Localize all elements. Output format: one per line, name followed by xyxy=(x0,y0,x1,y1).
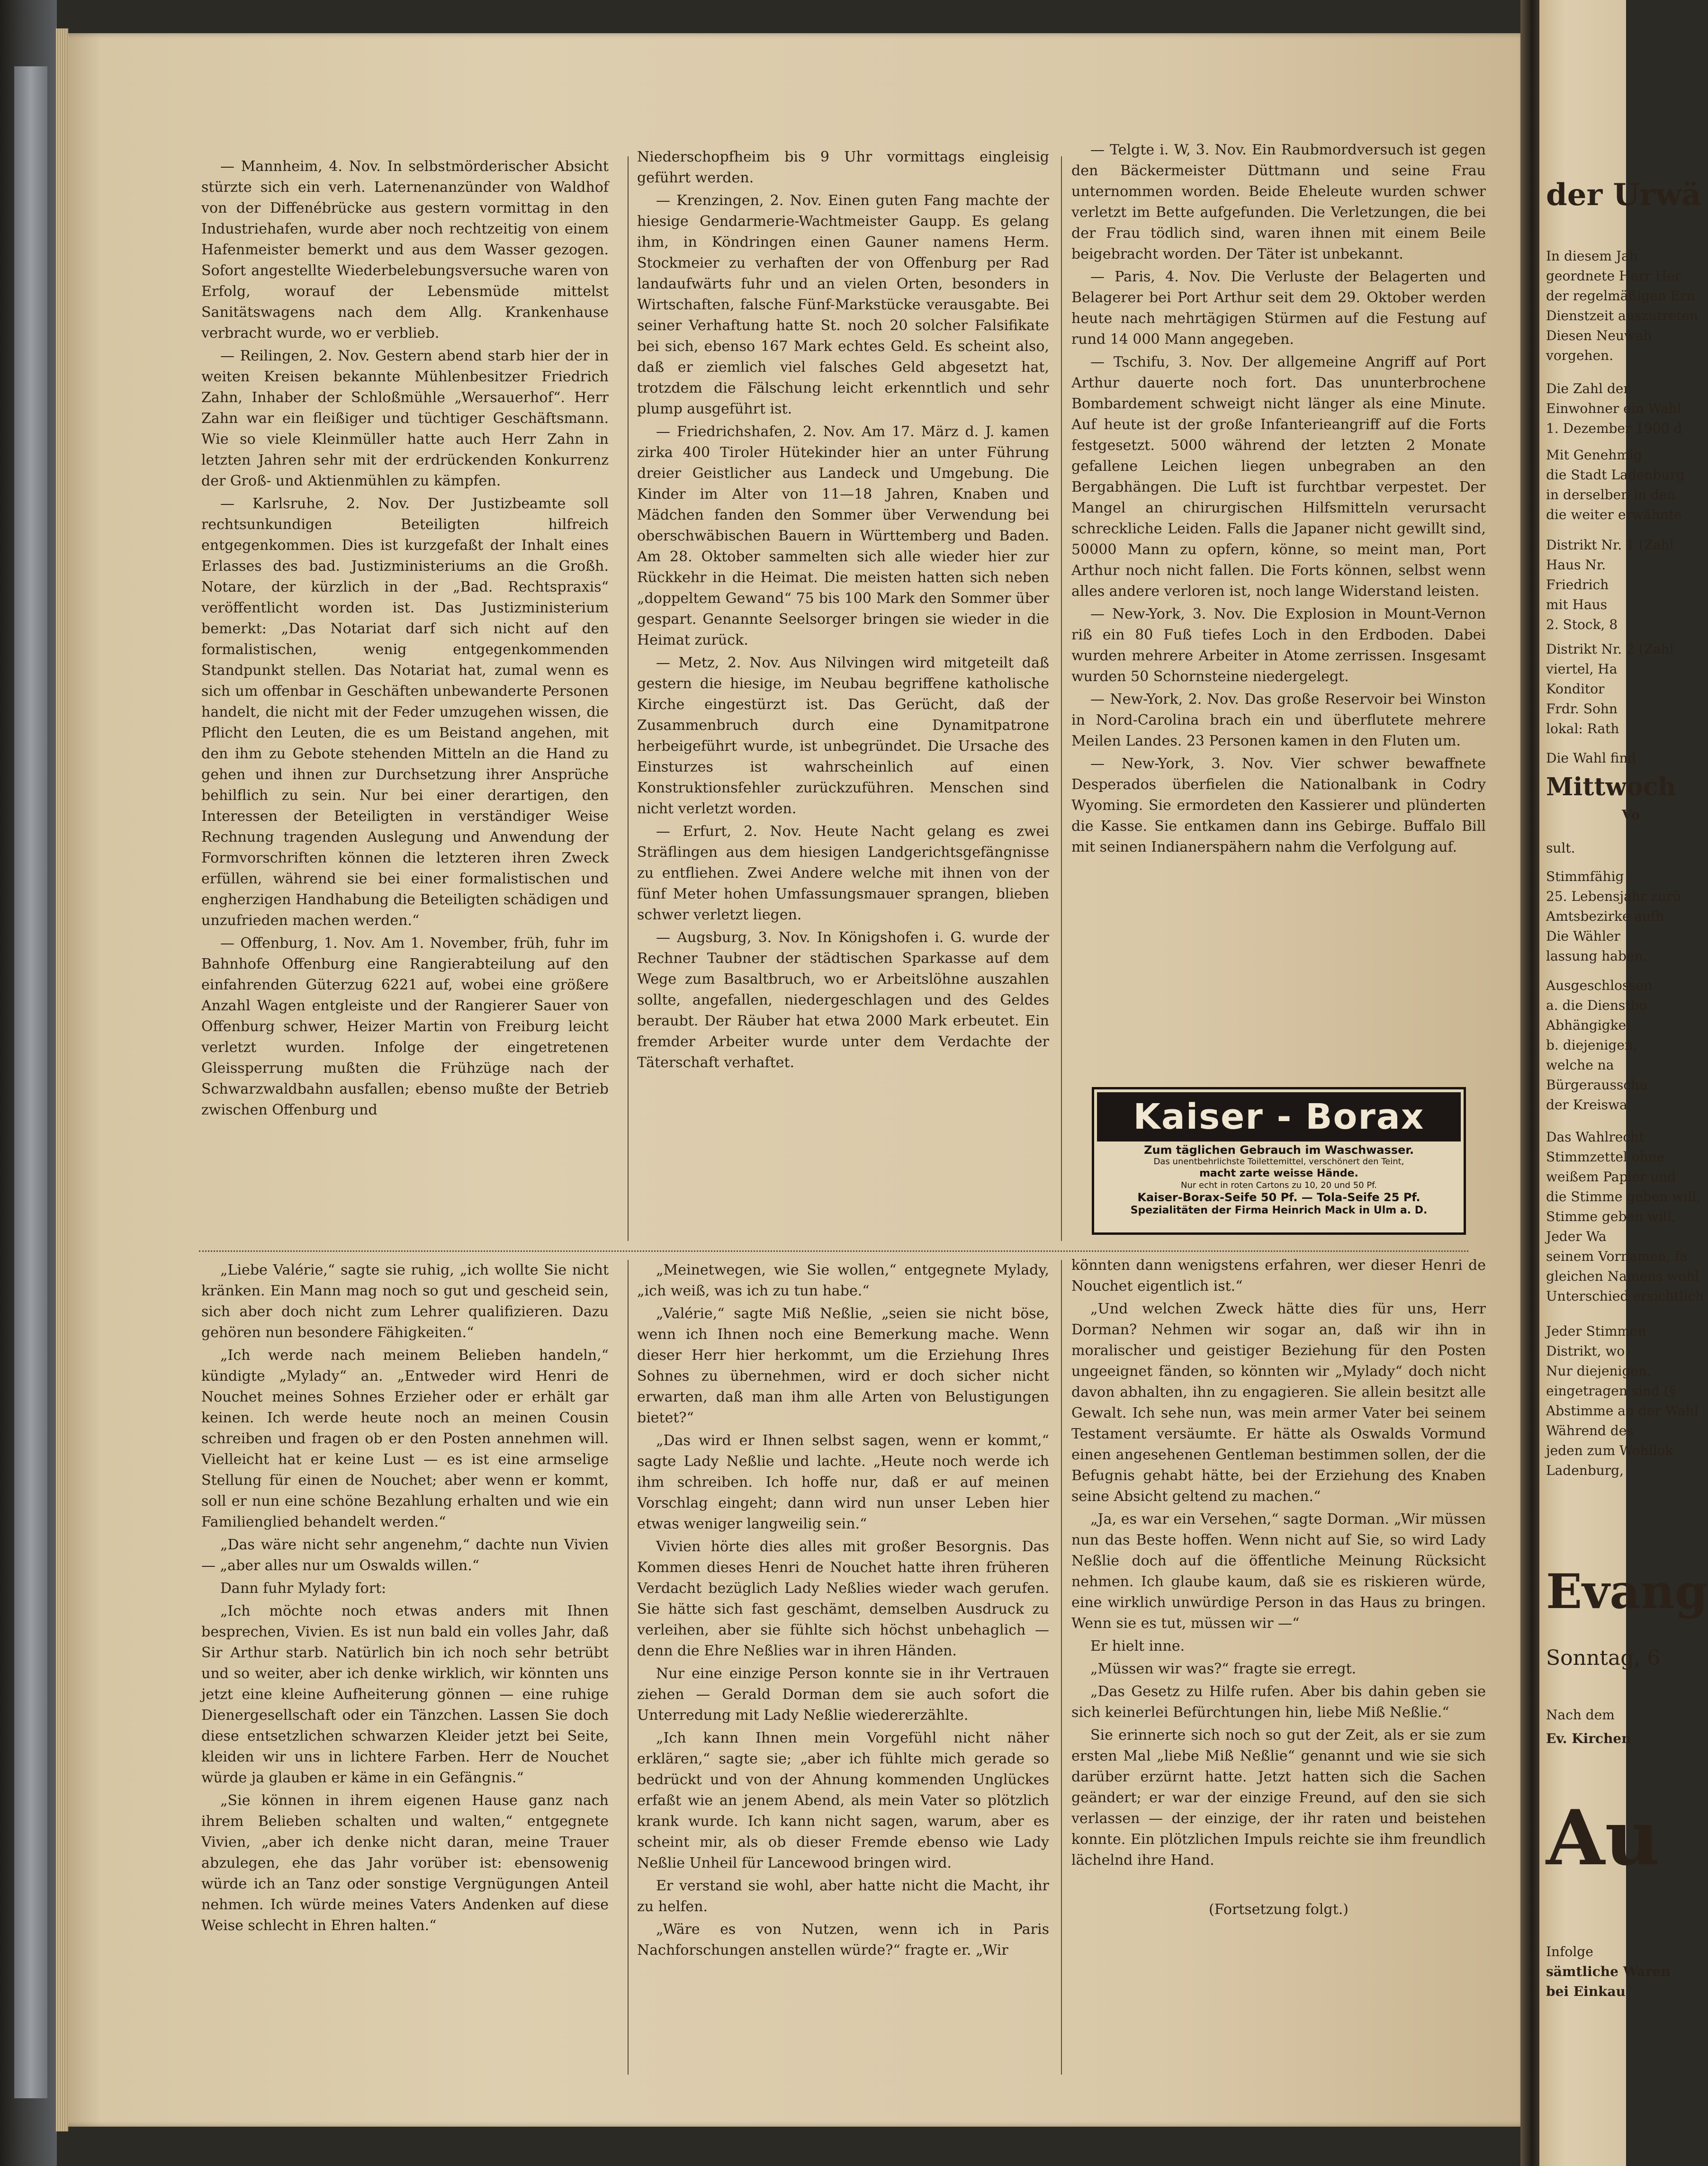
fragment-line: Die Wähler xyxy=(1546,928,1620,944)
story-paragraph: „Ich werde nach meinem Belieben handeln,“ kündigte „Mylady“ an. „Entweder wird Henri de Nouchet meines Sohnes Erzieher oder er erhält gar keinen. Ich werde heute noch an meinen Cousin schreiben und fragen ob er den Posten annehmen will. Vielleicht hat er keine Lust — es ist eine armselige Stellung für einen de Nouchet; aber wenn er kommt, soll er nun eine schöne Bezahlung erhalten und wie ein Familienglied behandelt werden.“ xyxy=(201,1347,609,1530)
fragment-line: Distrikt Nr. 2 (Zahl xyxy=(1546,641,1674,657)
fragment-line: jeden zum Wohllok xyxy=(1546,1443,1673,1458)
fragment-line: bei Einkau xyxy=(1546,1984,1626,1999)
fragment-line: Frdr. Sohn xyxy=(1546,701,1618,717)
fragment-line: sult. xyxy=(1546,840,1575,856)
story-paragraph: Vivien hörte dies alles mit großer Besorgnis. Das Kommen dieses Henri de Nouchet hatte ihren früheren Verdacht bezüglich Lady Neßlies wieder wach gerufen. Sie hätte sich fast geschämt, demselben Ausdruck zu verleihen, aber sie fühlte sich höchst unbehaglich — denn die Ehre Neßlies war in ihren Händen. xyxy=(637,1538,1049,1659)
news-item: — Friedrichshafen, 2. Nov. Am 17. März d. J. kamen zirka 400 Tiroler Hütekinder hier an unter Führung dreier Geistlicher aus Landeck und Umgebung. Die Kinder im Alter von 11—18 Jahren, Knaben und Mädchen fanden den Sommer über Verwendung bei oberschwäbischen Bauern in Württemberg und Baden. Am 28. Oktober sammelten sich alle wieder hier zur Rückkehr in die Heimat. Die meisten hatten sich neben „doppeltem Gewand“ 75 bis 100 Mark den Sommer über gespart. Genannte Seelsorger bringen sie wieder in die Heimat zurück. xyxy=(637,423,1049,648)
page-edge-stack xyxy=(56,28,68,2131)
fragment-line: Jeder Stimmen xyxy=(1546,1323,1646,1339)
news-item: — New-York, 3. Nov. Vier schwer bewaffnete Desperados überfielen die Nationalbank in Codry Wyoming. Sie ermordeten den Kassierer und plünderten die Kasse. Sie entkamen dann ins Gebirge. Buffalo Bill mit seinen Indianerspähern nahm die Verfolgung auf. xyxy=(1071,755,1486,855)
story-paragraph: „Ich möchte noch etwas anders mit Ihnen besprechen, Vivien. Es ist nun bald ein volles Jahr, daß Sir Arthur starb. Natürlich bin ich noch sehr betrübt und so weiter, aber ich denke wirklich, wir könnten uns jetzt eine kleine Aufheiterung gönnen — eine ruhige Dienergesellschaft oder ein Tänzchen. Lassen Sie doch diese entsetzlichen schwarzen Kleider jetzt bei Seite, kleiden wir uns in lichtere Farben. Herr de Nouchet würde ja glauben er käme in ein Gefängnis.“ xyxy=(201,1603,609,1786)
story-paragraph: „Das wäre nicht sehr angenehm,“ dachte nun Vivien — „aber alles nur um Oswalds willen.“ xyxy=(201,1537,609,1574)
binder-spine-strip xyxy=(14,66,47,2098)
news-item: — Offenburg, 1. Nov. Am 1. November, früh, fuhr im Bahnhofe Offenburg eine Rangierabteilung auf den einfahrenden Güterzug 6221 auf, wobei eine größere Anzahl Wagen entgleiste und der Rangierer Sauer von Offenburg schwer, Heizer Martin von Freiburg leicht verletzt wurden. Infolge der eingetretenen Gleissperrung mußten die Frühzüge nach der Schwarzwaldbahn ausfallen; ebenso mußte der Betrieb zwischen Offenburg und xyxy=(201,935,609,1118)
story-paragraph: Er hielt inne. xyxy=(1090,1638,1185,1654)
news-column-3 xyxy=(1071,140,1486,860)
fragment-line: Das Wahlrecht xyxy=(1546,1129,1645,1145)
fragment-line: Sonntag, 6 xyxy=(1546,1646,1661,1670)
fragment-line: Mit Genehmig xyxy=(1546,447,1642,463)
fragment-line: sämtliche Waren xyxy=(1546,1964,1671,1979)
fragment-line: a. die Dienstbo xyxy=(1546,998,1647,1013)
fragment-line: 2. Stock, 8 xyxy=(1546,617,1618,632)
column-rule-3 xyxy=(628,1260,629,2075)
fragment-line: mit Haus xyxy=(1546,597,1608,612)
fragment-line: Die Wahl find xyxy=(1546,750,1636,766)
fragment-line: Stimmfähig xyxy=(1546,869,1624,884)
fragment-line: in derselben in den xyxy=(1546,487,1676,503)
fragment-line: Die Zahl der xyxy=(1546,381,1630,396)
fragment-line: Während des xyxy=(1546,1423,1634,1438)
fragment-line: vorgehen. xyxy=(1546,348,1614,363)
news-item: — Erfurt, 2. Nov. Heute Nacht gelang es zwei Sträflingen aus dem hiesigen Landgerichtsgefängnisse zu entfliehen. Zwei Andere welche mit ihnen von der fünf Meter hohen Umfassungsmauer sprangen, blieben schwer verletzt liegen. xyxy=(637,823,1049,923)
story-paragraph: „Sie können in ihrem eigenen Hause ganz nach ihrem Belieben schalten und walten,“ entgegnete Vivien, „aber ich denke nicht daran, meine Trauer abzulegen, ehe das Jahr vorüber ist: ebensowenig würde ich an Tanz oder sonstige Vergnügungen Anteil nehmen. Ich würde meines Vaters Andenken auf diese Weise schlecht in Ehren halten.“ xyxy=(201,1792,609,1934)
ad-line: Nur echt in roten Cartons zu 10, 20 und 50 Pf. xyxy=(1181,1180,1377,1190)
fragment-line: der Kreiswa xyxy=(1546,1097,1627,1113)
fragment-line: welche na xyxy=(1546,1057,1614,1073)
story-paragraph: „Ich kann Ihnen mein Vorgefühl nicht näher erklären,“ sagte sie; „aber ich fühlte mich gerade so bedrückt und von der Ahnung kommenden Unglückes erfaßt wie an jenem Abend, als mein Vater so plötzlich krank wurde. Ich kann nicht sagen, warum, aber es scheint mir, als ob dieser Fremde ebenso wie Lady Neßlie Unheil für Lancewood bringen wird. xyxy=(637,1730,1049,1871)
fragment-headline: Mittwoch xyxy=(1546,773,1676,801)
news-item: — Metz, 2. Nov. Aus Nilvingen wird mitgeteilt daß gestern die hiesige, im Neubau begriffene katholische Kirche eingestürzt ist. Das Gerücht, daß der Zusammenbruch durch eine Dynamitpatrone herbeigeführt wurde, ist unbegründet. Die Ursache des Einsturzes ist wahrscheinlich auf einen Konstruktionsfehler zurückzuführen. Menschen sind nicht verletzt worden. xyxy=(637,655,1049,817)
column-rule-2 xyxy=(1061,156,1062,1241)
ad-line: Zum täglichen Gebrauch im Waschwasser. xyxy=(1144,1143,1414,1157)
fragment-line: gleichen Namens wohl xyxy=(1546,1268,1699,1284)
fragment-line: Dienstzeit auszutreten xyxy=(1546,308,1699,324)
fragment-line: Abhängigkei xyxy=(1546,1017,1631,1033)
fragment-line: Ladenburg, xyxy=(1546,1463,1624,1478)
fragment-line: der regelmäßigen Ern xyxy=(1546,288,1695,304)
fragment-line: die weiter erwähnte xyxy=(1546,507,1682,522)
story-paragraph: „Und welchen Zweck hätte dies für uns, Herr Dorman? Nehmen wir sogar an, daß wir ihn in moralischer und geistiger Beziehung für den Posten ungeeignet fänden, so könnten wir „Mylady“ doch nicht davon abhalten, ihn zu engagieren. Sie allein besitzt alle Gewalt. Ich sehe nun, was mein armer Vater bei seinem Testament versäumte. Er hätte als Oswalds Vormund einen angesehenen Gentleman bestimmen sollen, der die Befugnis gehabt hätte, bei der Erziehung des Knaben seine Absicht geltend zu machen.“ xyxy=(1071,1301,1486,1505)
section-divider xyxy=(199,1250,1468,1252)
fragment-line: Einwohner ein Wahl xyxy=(1546,401,1681,416)
story-paragraph: „Müssen wir was?“ fragte sie erregt. xyxy=(1090,1661,1357,1677)
fragment-line: Haus Nr. xyxy=(1546,557,1606,573)
fragment-line: Infolge xyxy=(1546,1944,1593,1959)
news-item: — New-York, 2. Nov. Das große Reservoir bei Winston in Nord-Carolina brach ein und überflutete mehrere Meilen Landes. 23 Personen kamen in den Fluten um. xyxy=(1071,691,1486,749)
ad-line: Spezialitäten der Firma Heinrich Mack in Ulm a. D. xyxy=(1130,1204,1428,1216)
fragment-line: 1. Dezember 1900 d xyxy=(1546,421,1682,436)
fragment-line: lokal: Rath xyxy=(1546,721,1619,737)
ad-line: Kaiser-Borax-Seife 50 Pf. — Tola-Seife 25 Pf. xyxy=(1137,1191,1420,1204)
fragment-line: Nach dem xyxy=(1546,1707,1615,1723)
news-item: — Telgte i. W, 3. Nov. Ein Raubmordversuch ist gegen den Bäckermeister Düttmann und seine Frau unternommen worden. Beide Eheleute wurden schwer verletzt im Bette aufgefunden. Die Verletzungen, die bei der Frau tödlich sind, waren ihnen mit einem Beile beigebracht worden. Der Täter ist unbekannt. xyxy=(1071,142,1486,262)
story-column-1 xyxy=(201,1260,609,1938)
news-item: — Krenzingen, 2. Nov. Einen guten Fang machte der hiesige Gendarmerie-Wachtmeister Gaupp. Es gelang ihm, in Köndringen einen Gauner namens Herm. Stockmeier zu verhaften der von Offenburg per Rad landaufwärts fuhr und an vielen Orten, besonders in Wirtschaften, falsche Fünf-Markstücke verausgabte. Bei seiner Verhaftung hatte St. noch 20 solcher Falsifikate bei sich, ebenso 167 Mark echtes Geld. Es scheint also, daß er ziemlich viel falsches Geld abgesetzt hat, trotzdem die Fälschung leicht erkenntlich und sehr plump ausgeführt ist. xyxy=(637,192,1049,417)
story-paragraph: „Das Gesetz zu Hilfe rufen. Aber bis dahin geben sie sich keinerlei Befürchtungen hin, liebe Miß Neßlie.“ xyxy=(1071,1683,1486,1721)
fragment-line: In diesem Jah xyxy=(1546,248,1638,264)
fragment-line: Diesen Neuwah xyxy=(1546,328,1652,343)
fragment-line: Amtsbezirke aufh xyxy=(1546,908,1664,924)
fragment-line: die Stimme geben will, xyxy=(1546,1189,1700,1204)
news-column-1 xyxy=(201,156,609,1123)
news-item: — Mannheim, 4. Nov. In selbstmörderischer Absicht stürzte sich ein verh. Laternenanzünder von Waldhof von der Diffenébrücke aus gestern vormittag in den Industriehafen, wurde aber noch rechtzeitig von einem Hafenmeister bemerkt und aus dem Wasser gezogen. Sofort angestellte Wiederbelebungsversuche waren von Erfolg, worauf der Lebensmüde mittelst Sanitätswagens nach dem Allg. Krankenhause verbracht wurde, wo er verblieb. xyxy=(201,158,609,342)
fragment-line: weißem Papier und xyxy=(1546,1169,1676,1185)
news-item: — Reilingen, 2. Nov. Gestern abend starb hier der in weiten Kreisen bekannte Mühlenbesitzer Friedrich Zahn, Inhaber der Schloßmühle „Wersauerhof“. Herr Zahn war ein fleißiger und tüchtiger Geschäftsmann. Wie so viele Kleinmüller hatte auch Herr Zahn in letzten Jahren sehr mit der erdrückenden Konkurrenz der Groß- und Aktienmühlen zu kämpfen. xyxy=(201,348,609,489)
story-paragraph: „Das wird er Ihnen selbst sagen, wenn er kommt,“ sagte Lady Neßlie und lachte. „Heute noch werde ich ihm schreiben. Ich hoffe nur, daß er auf meinen Vorschlag eingeht; dann wird nun unser Leben hier etwas weniger langweilig sein.“ xyxy=(637,1432,1049,1532)
news-item: — Augsburg, 3. Nov. In Königshofen i. G. wurde der Rechner Taubner der städtischen Sparkasse auf dem Wege zum Basaltbruch, wo er Arbeitslöhne auszahlen sollte, angefallen, niedergeschlagen und des Geldes beraubt. Der Räuber hat etwa 2000 Mark erbeutet. Ein fremder Arbeiter wurde unter dem Verdachte der Täterschaft verhaftet. xyxy=(637,929,1049,1071)
fragment-line: Distrikt, wo xyxy=(1546,1343,1625,1359)
story-paragraph: „Wäre es von Nutzen, wenn ich in Paris Nachforschungen anstellen würde?“ fragte er. „Wir xyxy=(637,1921,1049,1959)
fragment-line: eingetragen sind (§ xyxy=(1546,1383,1676,1399)
story-column-3 xyxy=(1071,1255,1486,1922)
story-paragraph: „Ja, es war ein Versehen,“ sagte Dorman. „Wir müssen nun das Beste hoffen. Wenn nicht auf Sie, so wird Lady Neßlie doch auf die öffentliche Meinung Rücksicht nehmen. Ich glaube kaum, daß sie es riskieren würde, eine wirklich unwürdige Person in das Haus zu bringen. Wenn sie es tut, müssen wir —“ xyxy=(1071,1511,1486,1632)
fragment-line: Ev. Kirchen xyxy=(1546,1731,1631,1746)
story-paragraph: Sie erinnerte sich noch so gut der Zeit, als er sie zum ersten Mal „liebe Miß Neßlie“ genannt und wie sie sich darüber erzürnt hatte. Jetzt hatten sich die Sachen geändert; er war der einzige Freund, auf den sie sich verlassen — der einzige, der ihr raten und beistehen konnte. Ein plötzlichen Impuls reichte sie ihm freundlich lächelnd ihre Hand. xyxy=(1071,1727,1486,1869)
fragment-line: Unterschied ersichtlich xyxy=(1546,1288,1704,1304)
book-gutter xyxy=(1520,0,1539,2166)
news-item: Niederschopfheim bis 9 Uhr vormittags eingleisig geführt werden. xyxy=(637,149,1049,186)
fragment-line: Vo xyxy=(1622,807,1640,823)
fragment-line: Distrikt Nr. 1 (Zahl xyxy=(1546,537,1674,553)
column-rule-4 xyxy=(1061,1260,1062,2075)
fragment-header: der Urwä xyxy=(1546,177,1701,213)
fragment-line: Friedrich xyxy=(1546,577,1609,593)
story-column-2 xyxy=(637,1260,1049,1963)
story-paragraph: könnten dann wenigstens erfahren, wer dieser Henri de Nouchet eigentlich ist.“ xyxy=(1071,1257,1486,1294)
fragment-line: Ausgeschlossen xyxy=(1546,978,1653,993)
fragment-line: viertel, Ha xyxy=(1546,661,1618,677)
fragment-line: Konditor xyxy=(1546,681,1605,697)
story-paragraph: „Liebe Valérie,“ sagte sie ruhig, „ich wollte Sie nicht kränken. Ein Mann mag noch so gut und gescheid sein, sich aber doch nicht zum Lehrer qualifizieren. Dazu gehören nun besondere Fähigkeiten.“ xyxy=(201,1262,609,1341)
news-item: — New-York, 3. Nov. Die Explosion in Mount-Vernon riß ein 80 Fuß tiefes Loch in den Erdboden. Dabei wurden mehrere Arbeiter in Atome zerrissen. Insgesamt wurden 50 Schornsteine niedergelegt. xyxy=(1071,606,1486,685)
story-paragraph: „Valérie,“ sagte Miß Neßlie, „seien sie nicht böse, wenn ich Ihnen noch eine Bemerkung mache. Wenn dieser Herr hier herkommt, um die Erziehung Ihres Sohnes zu übernehmen, wird er doch sicher nicht erwarten, daß man ihm alle Arten von Belustigungen bietet?“ xyxy=(637,1305,1049,1426)
ad-title: Kaiser - Borax xyxy=(1097,1092,1461,1141)
ad-line: Das unentbehrlichste Toilettemittel, verschönert den Teint, xyxy=(1153,1157,1404,1167)
fragment-line: Jeder Wa xyxy=(1546,1229,1607,1244)
ad-line: macht zarte weisse Hände. xyxy=(1199,1168,1358,1179)
fragment-line: Stimme geben will, xyxy=(1546,1209,1676,1224)
news-item: — Tschifu, 3. Nov. Der allgemeine Angriff auf Port Arthur dauerte noch fort. Das ununterbrochene Bombardement schweigt nicht länger als eine Minute. Auf heute ist der große Infanterieangriff auf die Forts festgesetzt. 5000 während der letzten 2 Monate gefallene Leichen liegen unbegraben an den Bergabhängen. Die Luft ist furchtbar verpestet. Der Mangel an chirurgischen Hilfsmitteln verursacht schreckliche Leiden. Falls die Japaner nicht gewillt sind, 50000 Mann zu opfern, könne, so meint man, Port Arthur noch nicht fallen. Die Forts können, selbst wenn alles andere verloren ist, noch lange Widerstand leisten. xyxy=(1071,354,1486,600)
adjacent-page-fragment xyxy=(1539,0,1708,2166)
story-paragraph: Nur eine einzige Person konnte sie in ihr Vertrauen ziehen — Gerald Dorman dem sie auch sofort die Unterredung mit Lady Neßlie wiedererzählte. xyxy=(637,1665,1049,1724)
fragment-headline: Au xyxy=(1546,1793,1660,1882)
news-column-2 xyxy=(637,147,1049,1075)
fragment-line: Nur diejenigen, xyxy=(1546,1363,1651,1379)
story-paragraph: Dann fuhr Mylady fort: xyxy=(220,1580,387,1597)
kaiser-borax-advertisement xyxy=(1092,1087,1466,1235)
story-paragraph: Er verstand sie wohl, aber hatte nicht die Macht, ihr zu helfen. xyxy=(637,1878,1049,1915)
fragment-line: Bürgerausschu xyxy=(1546,1077,1648,1093)
fragment-line: seinem Vornamen, fa xyxy=(1546,1249,1688,1264)
news-item: — Karlsruhe, 2. Nov. Der Justizbeamte soll rechtsunkundigen Beteiligten hilfreich entgegenkommen. Dies ist kurzgefaßt der Inhalt eines Erlasses des bad. Justizministeriums an die Großh. Notare, der kürzlich in der „Bad. Rechtspraxis“ veröffentlicht worden ist. Das Justizministerium bemerkt: „Das Notariat darf sich nicht auf den formalistischen, wenig entgegenkommenden Standpunkt stellen. Das Notariat hat, zumal wenn es sich um offenbar in Geschäften unbewanderte Personen handelt, die nicht mit der Feder umzugehen wissen, die Pflicht den Leuten, die es um Beistand angehen, mit den ihm zu Gebote stehenden Mitteln an die Hand zu gehen und ihnen zur Durchsetzung ihrer Ansprüche behilflich zu sein. Nur bei einer derartigen, den Interessen der Beteiligten in verständiger Weise Rechnung tragenden Auslegung und Anwendung der Formvorschriften können die letzteren ihren Zweck erfüllen, während sie bei einer formalistischen und engherzigen Handhabung die Beteiligten schädigen und unzufrieden machen werden.“ xyxy=(201,495,609,929)
fragment-headline: Evang xyxy=(1546,1564,1708,1619)
fragment-line: Abstimme an der Wahl xyxy=(1546,1403,1699,1419)
fragment-line: 25. Lebensjahr zurü xyxy=(1546,889,1681,904)
fragment-line: lassung haben. xyxy=(1546,948,1647,964)
continued-note: (Fortsetzung folgt.) xyxy=(1209,1901,1348,1918)
fragment-line: die Stadt Ladenburg xyxy=(1546,467,1685,483)
fragment-line: b. diejenigen, xyxy=(1546,1037,1637,1053)
fragment-line: geordnete Herr Her xyxy=(1546,268,1681,284)
news-item: — Paris, 4. Nov. Die Verluste der Belagerten und Belagerer bei Port Arthur seit dem 29. Oktober werden heute nach mehrtägigen Stürmen auf die Festung auf rund 14 000 Mann angegeben. xyxy=(1071,269,1486,348)
story-paragraph: „Meinetwegen, wie Sie wollen,“ entgegnete Mylady, „ich weiß, was ich zu tun habe.“ xyxy=(637,1262,1049,1299)
fragment-line: Stimmzettel ohne xyxy=(1546,1149,1665,1165)
column-rule-1 xyxy=(628,156,629,1241)
